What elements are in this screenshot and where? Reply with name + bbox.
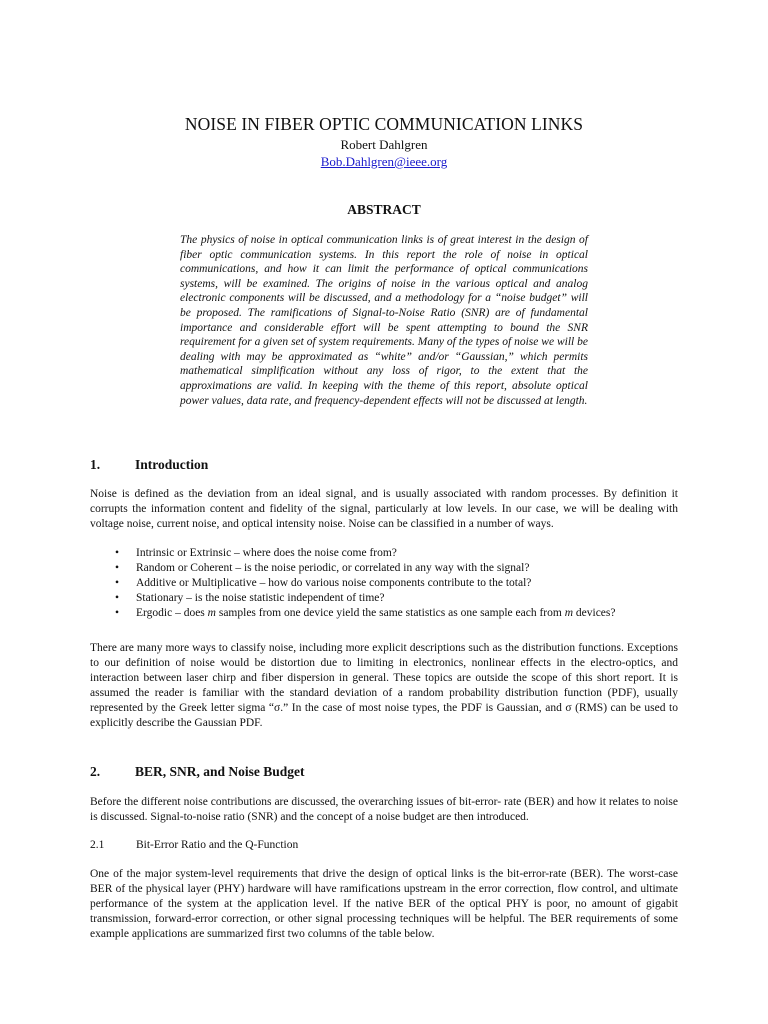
paper-title: NOISE IN FIBER OPTIC COMMUNICATION LINKS	[184, 114, 584, 134]
list-item-text: Stationary – is the noise statistic independent of time?	[136, 592, 385, 605]
list-item	[115, 561, 675, 576]
section-number: 2.	[90, 764, 101, 779]
noise-classification-list	[115, 546, 675, 621]
section-1-paragraph-2: There are many more ways to classify noise, including more explicit descriptions such as the distribution functions. Exceptions to our definition of noise would be distortion due to limiting in electronics, nonlinear effects in the electro-optics, and interaction between laser chirp and fiber dispersion in general. These topics are outside the scope of this short report. It is assumed the reader is familiar with the standard deviation of a random probability distribution function (PDF), usually represented by the Greek letter sigma “σ.” In the case of most noise types, the PDF is Gaussian, and σ (RMS) can be used to explicitly describe the Gaussian PDF.	[90, 642, 678, 730]
section-2-paragraph-1: Before the different noise contributions are discussed, the overarching issues of bit-error- rate (BER) and how it relates to noise is discussed. Signal-to-noise ratio (SNR) and the concept of a noise budget are then introduced.	[90, 796, 678, 824]
email-link[interactable]: Bob.Dahlgren@ieee.org	[320, 154, 448, 169]
section-title: BER, SNR, and Noise Budget	[135, 764, 305, 779]
subsection-title: Bit-Error Ratio and the Q-Function	[136, 839, 299, 851]
abstract-text: The physics of noise in optical communication links is of great interest in the design of fiber optic communication systems. In this report the role of noise in optical communications, and how it can limit the performance of optical communications systems, will be examined. The origins of noise in the various optical and analog electronic components will be discussed, and a methodology for a “noise budget” will be proposed. The ramifications of Signal-to-Noise Ratio (SNR) are of fundamental importance and considerable effort will be spent attempting to bound the SNR requirement for a given set of system requirements. Many of the types of noise we will be dealing with may be approximated as “white” and/or “Gaussian,” which permits mathematical simplification without any loss of rigor, to the extent that the approximations are valid. In keeping with the theme of this report, absolute optical power values, data rate, and frequency-dependent effects will not be discussed at length.	[180, 234, 588, 407]
list-item-text: Ergodic – does m samples from one device yield the same statistics as one sample each from m devices?	[136, 607, 616, 620]
section-1-paragraph-1: Noise is defined as the deviation from an ideal signal, and is usually associated with random processes. By definition it corrupts the information content and fidelity of the signal, particularly at low levels. In our case, we will be dealing with voltage noise, current noise, and optical intensity noise. Noise can be classified in a number of ways.	[90, 488, 678, 531]
list-item-text: Random or Coherent – is the noise periodic, or correlated in any way with the signal?	[136, 562, 530, 575]
list-item-text: Intrinsic or Extrinsic – where does the noise come from?	[136, 547, 397, 559]
section-title: Introduction	[135, 457, 209, 472]
section-2-heading	[90, 764, 305, 780]
section-number: 1.	[90, 457, 101, 472]
bullet-icon: •	[115, 547, 120, 559]
section-2-paragraph-2: One of the major system-level requirements that drive the design of optical links is the bit-error-rate (BER). The worst-case BER of the physical layer (PHY) hardware will have ramifications upstream in the error correction, flow control, and ultimate performance of the system at the application level. If the native BER of the optical PHY is poor, no amount of gigabit transmission, forward-error correction, or other signal processing techniques will be helpful. The BER requirements of some example applications are summarized first two columns of the table below.	[90, 868, 678, 941]
list-item	[115, 546, 675, 561]
bullet-icon: •	[115, 577, 120, 590]
author-email	[0, 154, 768, 170]
section-1-heading	[90, 457, 208, 473]
bullet-icon: •	[115, 607, 120, 620]
author-name: Robert Dahlgren	[340, 137, 428, 152]
abstract-heading: ABSTRACT	[347, 202, 421, 217]
list-item	[115, 576, 675, 591]
subsection-number: 2.1	[90, 839, 105, 851]
list-item-text: Additive or Multiplicative – how do various noise components contribute to the total?	[136, 577, 532, 590]
bullet-icon: •	[115, 592, 120, 605]
subsection-2-1-heading	[90, 839, 298, 851]
list-item	[115, 606, 675, 621]
bullet-icon: •	[115, 562, 120, 575]
list-item	[115, 591, 675, 606]
